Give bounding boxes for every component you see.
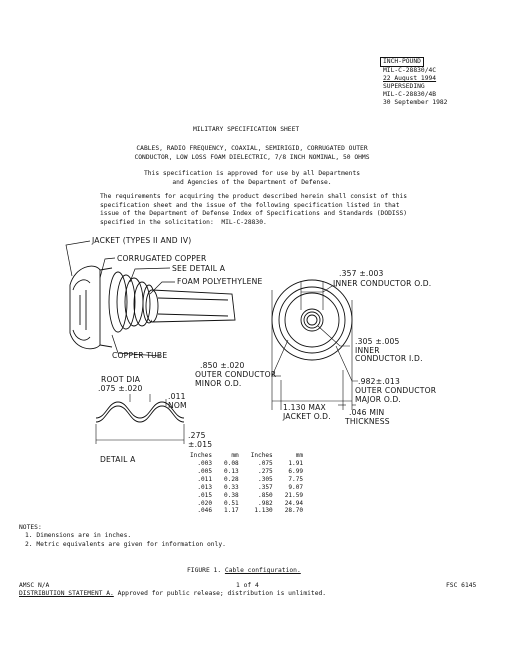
outer-minor-value: .850 ±.020	[200, 361, 245, 370]
requirements-text: The requirements for acquiring the product described herein shall consist of this specification sheet and the issue of the following specification listed in that issue of the Department of Defense Index of Specifications and Standards (DODISS) specified in the solicitation: MIL-C-28830.	[100, 193, 408, 226]
inch-pound-box: INCH-POUND	[380, 57, 424, 67]
doc-id: MIL-C-28830/4C	[383, 67, 437, 74]
superseded-doc-id: MIL-C-28830/4B	[383, 91, 437, 98]
jacket-od-label: JACKET O.D.	[283, 412, 331, 421]
outer-major-value: .982±.013	[358, 377, 400, 386]
superseding-label: SUPERSEDING	[383, 83, 425, 90]
table-cell: 28.70	[284, 507, 304, 515]
table-row	[184, 507, 309, 515]
notes-heading: NOTES:	[19, 524, 42, 531]
distribution-label: DISTRIBUTION STATEMENT A.	[19, 590, 114, 597]
copper-tube-label: COPPER TUBE	[112, 351, 168, 360]
table-cell: .075	[258, 459, 273, 467]
figure-caption-text: Cable configuration.	[224, 567, 301, 574]
outer-minor-label-2: MINOR O.D.	[195, 379, 242, 388]
table-cell: 0.08	[224, 459, 239, 467]
inner-od-value: .357 ±.003	[339, 269, 384, 278]
table-cell: 0.38	[224, 491, 239, 499]
table-cell: .850	[258, 491, 273, 499]
fsc-label: FSC 6145	[446, 582, 477, 589]
table-cell: .005	[197, 467, 213, 475]
dim-275-label: .275	[188, 431, 206, 440]
inner-od-label: INNER CONDUCTOR O.D.	[333, 279, 432, 288]
col-header-mm: mm	[231, 452, 239, 459]
table-cell: 7.75	[288, 475, 304, 483]
corrugated-copper-label: CORRUGATED COPPER	[117, 254, 207, 263]
figure-caption-prefix: FIGURE 1.	[187, 567, 222, 574]
doc-date: 22 August 1994	[383, 75, 437, 82]
distribution-statement	[19, 590, 326, 598]
dim-015-label: ±.015	[188, 440, 213, 449]
page-number: 1 of 4	[236, 582, 259, 589]
page-title: MILITARY SPECIFICATION SHEET	[193, 126, 300, 133]
table-cell: 21.59	[284, 491, 304, 499]
col-header-inches: Inches	[190, 452, 213, 459]
inner-id-label-1: INNER	[355, 346, 380, 355]
thickness-value: .046 MIN	[349, 408, 385, 417]
figure-caption	[187, 567, 301, 575]
note-item: 1. Dimensions are in inches.	[25, 532, 132, 539]
outer-major-label-2: MAJOR O.D.	[355, 395, 401, 404]
table-cell: 0.28	[224, 475, 239, 483]
foam-label: FOAM POLYETHYLENE	[177, 277, 263, 286]
root-dia-label: ROOT DIA	[101, 375, 141, 384]
table-cell: 6.99	[288, 467, 304, 475]
jacket-label: JACKET (TYPES II AND IV)	[92, 236, 192, 245]
table-cell: .020	[197, 499, 213, 507]
table-cell: .046	[197, 507, 213, 515]
table-cell: 1.91	[288, 459, 304, 467]
table-cell: .003	[197, 459, 213, 467]
table-cell: .013	[197, 483, 213, 491]
table-cell: .982	[258, 499, 273, 507]
thickness-label: THICKNESS	[345, 417, 390, 426]
table-cell: 1.130	[254, 507, 273, 515]
nom-label: NOM	[168, 401, 187, 410]
root-dia-value: .075 ±.020	[98, 384, 143, 393]
table-cell: 24.94	[284, 499, 304, 507]
outer-major-label-1: OUTER CONDUCTOR	[355, 386, 437, 395]
col-header-inches: Inches	[250, 452, 273, 459]
table-row	[184, 476, 309, 484]
table-cell: 0.33	[224, 483, 239, 491]
table-cell: 9.07	[288, 483, 304, 491]
table-header-row	[184, 452, 309, 460]
inner-id-value: .305 ±.005	[355, 337, 400, 346]
table-row	[184, 492, 309, 500]
table-body	[184, 460, 309, 515]
table-cell: 0.13	[224, 467, 239, 475]
jacket-od-value: 1.130 MAX	[283, 403, 326, 412]
note-item: 2. Metric equivalents are given for information only.	[25, 541, 226, 548]
table-cell: .357	[258, 483, 273, 491]
table-cell: 1.17	[224, 507, 239, 515]
table-row	[184, 484, 309, 492]
col-header-mm: mm	[295, 452, 304, 459]
superseded-date: 30 September 1982	[383, 99, 448, 106]
table-row	[184, 460, 309, 468]
subject-text: CABLES, RADIO FREQUENCY, COAXIAL, SEMIRIGID, CORRUGATED OUTER CONDUCTOR, LOW LOSS FOAM DIELECTRIC, 7/8 INCH NOMINAL, 50 OHMS	[134, 145, 370, 161]
approval-text: This specification is approved for use by all Departments and Agencies of the Department of Defense.	[143, 170, 361, 186]
outer-minor-label-1: OUTER CONDUCTOR	[195, 370, 277, 379]
table-row	[184, 500, 309, 508]
inner-id-label-2: CONDUCTOR I.D.	[355, 354, 423, 363]
table-cell: .015	[197, 491, 213, 499]
cable-end-view	[272, 280, 358, 410]
dim-011-label: .011	[168, 392, 186, 401]
see-detail-label: SEE DETAIL A	[172, 264, 226, 273]
detail-a-label: DETAIL A	[100, 455, 136, 464]
table-cell: .011	[197, 475, 213, 483]
distribution-text: Approved for public release; distribution is unlimited.	[117, 590, 327, 597]
table-cell: .275	[258, 467, 273, 475]
table-row	[184, 468, 309, 476]
table-cell: .305	[258, 475, 273, 483]
amsc-label: AMSC N/A	[19, 582, 50, 589]
table-cell: 0.51	[224, 499, 239, 507]
conversion-table	[184, 452, 309, 515]
